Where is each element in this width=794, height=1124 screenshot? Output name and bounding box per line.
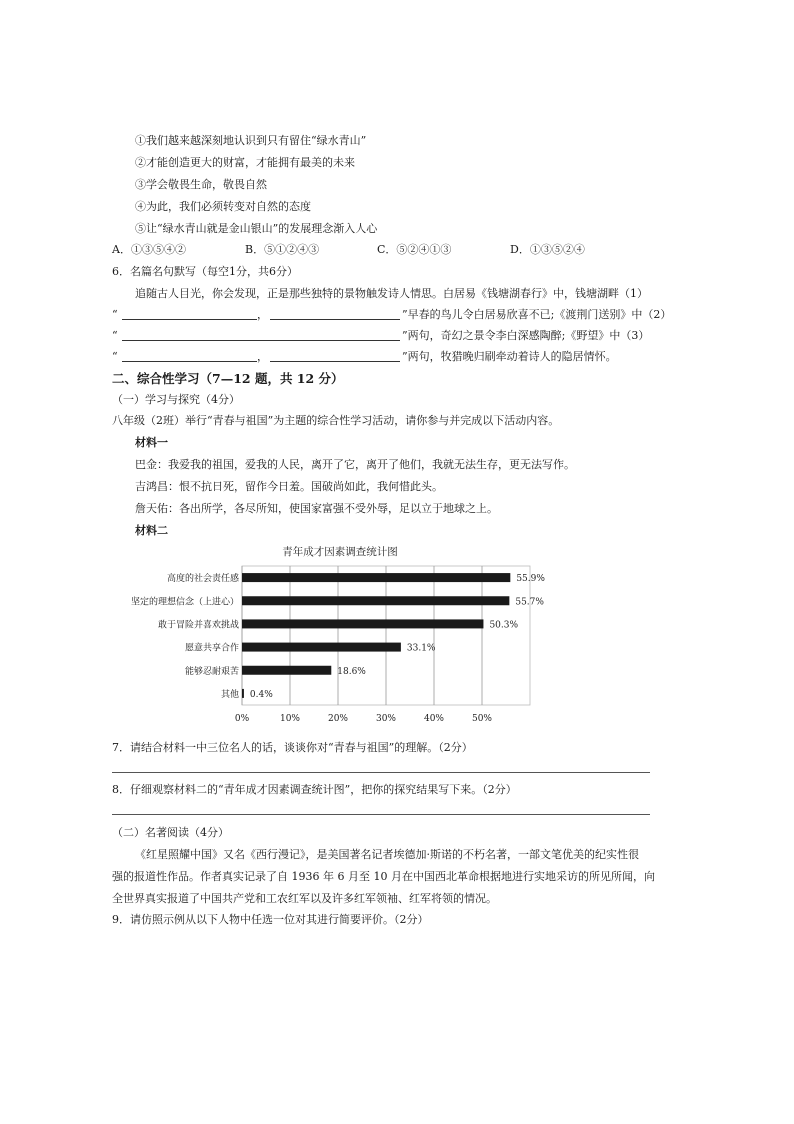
q6-title: 6．名篇名句默写（每空1分，共6分） [112, 265, 298, 278]
q6-open-quote: “ [112, 308, 118, 321]
q6-open-quote: “ [112, 350, 118, 363]
choice-c[interactable]: C．⑤②④①③ [377, 243, 452, 256]
q6-paragraph: 追随古人目光，你会发现，正是那些独特的景物触发诗人情思。白居易《钱塘湖春行》中，钱塘湖畔（1） [135, 287, 648, 300]
blank-3[interactable] [122, 340, 400, 341]
reading-line: 全世界真实报道了中国共产党和工农红军以及许多红军领袖、红军将领的情况。 [112, 892, 497, 905]
blank-2[interactable] [270, 319, 400, 320]
q6-line4-text: ”两句，牧猎晚归刷牵动着诗人的隐居情怀。 [402, 350, 617, 363]
q6-comma: ， [257, 350, 268, 363]
answer-line[interactable] [112, 814, 650, 815]
reading-title: （二）名著阅读（4分） [112, 826, 229, 839]
material-2-title: 材料二 [135, 524, 168, 537]
category-label: 敢于冒险并喜欢挑战 [157, 620, 239, 631]
value-label: 50.3% [489, 620, 519, 631]
bar [242, 643, 401, 652]
x-tick-label: 40% [423, 714, 445, 724]
q6-comma: ， [257, 308, 268, 321]
value-label: 55.9% [516, 574, 545, 585]
category-label: 能够忍耐艰苦 [184, 666, 239, 677]
material-1-title: 材料一 [135, 436, 168, 449]
bar [242, 619, 483, 628]
reading-line: 《红星照耀中国》又名《西行漫记》，是美国著名记者埃德加·斯诺的不朽名著，一部文笔优美的纪实性很 [135, 848, 639, 861]
chart-title: 青年成才因素调查统计图 [282, 546, 398, 558]
quote-zhan-tianyou: 詹天佑：各出所学，各尽所知，使国家富强不受外辱，足以立于地球之上。 [135, 502, 498, 515]
q9-text: 9．请仿照示例从以下人物中任选一位对其进行简要评价。（2分） [112, 913, 429, 926]
option-item-4: ④为此，我们必须转变对自然的态度 [135, 200, 311, 213]
quote-ji-hongchang: 吉鸿昌：恨不抗日死，留作今日羞。国破尚如此，我何惜此头。 [135, 480, 443, 493]
value-label: 18.6% [337, 666, 366, 677]
option-item-3: ③学会敬畏生命，敬畏自然 [135, 178, 267, 191]
category-label: 愿意共享合作 [184, 643, 239, 654]
reading-line: 强的报道性作品。作者真实记录了自 1936 年 6 月至 10 月在中国西北革命根据地进行实地采访的所见所闻，向 [112, 870, 655, 883]
x-tick-label: 0% [234, 714, 250, 724]
x-tick-label: 50% [471, 714, 493, 724]
choice-d[interactable]: D．①③⑤②④ [510, 243, 585, 256]
q8-text: 8．仔细观察材料二的“青年成才因素调查统计图”，把你的探究结果写下来。（2分） [112, 783, 517, 796]
quote-ba-jin: 巴金：我爱我的祖国，爱我的人民，离开了它，离开了他们，我就无法生存，更无法写作。 [135, 458, 575, 471]
category-label: 坚定的理想信念（上进心） [130, 597, 239, 608]
bar [242, 573, 510, 582]
option-item-5: ⑤让“绿水青山就是金山银山”的发展理念渐入人心 [135, 222, 378, 235]
option-item-1: ①我们越来越深刻地认识到只有留住“绿水青山” [135, 134, 367, 147]
value-label: 0.4% [249, 689, 273, 700]
x-tick-label: 10% [279, 714, 301, 724]
blank-4[interactable] [122, 361, 257, 362]
value-label: 55.7% [515, 597, 544, 608]
bar-chart-svg [112, 542, 572, 727]
choice-a[interactable]: A．①③⑤④② [112, 243, 186, 256]
blank-5[interactable] [270, 361, 400, 362]
section-title: 二、综合性学习（7—12 题，共 12 分） [112, 371, 344, 386]
category-label: 高度的社会责任感 [166, 574, 239, 585]
bar-chart [112, 542, 572, 727]
choice-b[interactable]: B．⑤①②④③ [245, 243, 320, 256]
subsection-title: （一）学习与探究（4分） [112, 393, 240, 406]
activity-intro: 八年级（2班）举行“青春与祖国”为主题的综合性学习活动，请你参与并完成以下活动内容。 [112, 414, 560, 427]
x-tick-label: 30% [375, 714, 397, 724]
option-item-2: ②才能创造更大的财富，才能拥有最美的未来 [135, 156, 355, 169]
q7-text: 7．请结合材料一中三位名人的话，谈谈你对“青春与祖国”的理解。（2分） [112, 741, 473, 754]
q6-line2-text: ”早春的鸟儿令白居易欣喜不已;《渡荆门送别》中（2） [402, 308, 672, 321]
q6-open-quote: “ [112, 329, 118, 342]
bar [242, 666, 331, 675]
answer-line[interactable] [112, 772, 650, 773]
x-tick-label: 20% [327, 714, 349, 724]
bar [242, 689, 244, 698]
q6-line3-text: ”两句，奇幻之景令李白深感陶醉;《野望》中（3） [402, 329, 650, 342]
bar [242, 596, 509, 605]
blank-1[interactable] [122, 319, 257, 320]
value-label: 33.1% [406, 643, 436, 654]
category-label: 其他 [220, 689, 239, 700]
